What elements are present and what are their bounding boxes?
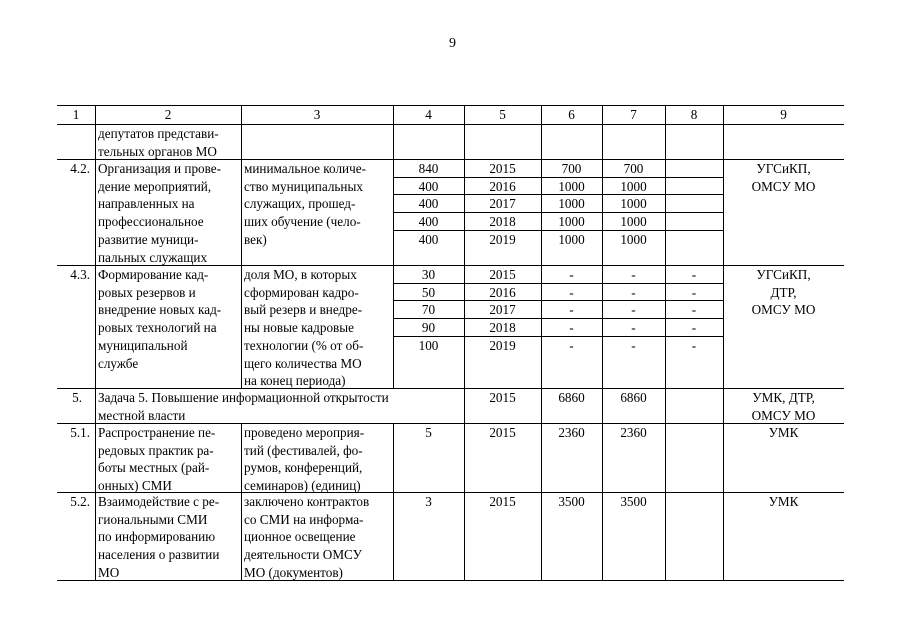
row-event-text: по информированию	[98, 529, 216, 545]
row-indicator-text: румов, конференций,	[244, 460, 363, 476]
row-cell-value: 6860	[558, 390, 585, 405]
row-event-text: редовых практик ра-	[98, 442, 214, 458]
column-header-9: 9	[780, 107, 787, 122]
row-event-text: пальных служащих	[98, 249, 208, 265]
column-header-2: 2	[164, 107, 172, 122]
row-cell-value: 2015	[489, 425, 516, 440]
column-border	[241, 423, 242, 580]
row-executors: УГСиКП,	[756, 161, 811, 176]
column-border	[665, 423, 666, 580]
row-cell-value: -	[691, 284, 697, 300]
row-indicator-text: век)	[244, 231, 267, 247]
row-indicator-text: проведено мероприя-	[244, 425, 365, 440]
row-cell-value: 2015	[489, 390, 516, 405]
row-cell-value: 90	[421, 320, 436, 336]
row-indicator-text: ционное освещение	[244, 529, 356, 545]
row-indicator-text: щего количества МО	[244, 355, 362, 371]
row-cell-value: 6860	[620, 390, 647, 405]
page-number: 9	[449, 36, 456, 51]
row-number: 5.1.	[70, 425, 90, 440]
row-cell-value: -	[631, 267, 636, 282]
row-cell-value: -	[631, 302, 636, 318]
row-indicator-text: ство муниципальных	[244, 178, 363, 194]
row-cell-value: -	[569, 320, 574, 336]
column-border	[241, 124, 242, 388]
row-event-text: Формирование кад-	[98, 267, 209, 282]
column-header-7: 7	[630, 107, 637, 122]
row-cell-value: 1000	[558, 231, 585, 247]
row-executors: ОМСУ МО	[751, 302, 816, 318]
row-indicator-text: заключено контрактов	[244, 494, 370, 509]
row-cell-value: -	[691, 267, 697, 282]
row-indicator-text: со СМИ на информа-	[244, 511, 364, 527]
row-event-text: населения о развитии	[98, 547, 220, 563]
row-cell-value: 700	[623, 161, 644, 176]
row-cell-value: 2017	[489, 302, 516, 318]
row-cell-value: 2016	[489, 284, 516, 300]
row-cell-value: 70	[421, 302, 436, 318]
row-cell-value: -	[691, 320, 697, 336]
row-event-text: службе	[98, 355, 139, 371]
column-header-3: 3	[313, 107, 321, 122]
row-event-text: профессиональное	[98, 214, 204, 230]
row-cell-value: -	[569, 267, 574, 282]
row-cell-value: 1000	[620, 196, 647, 212]
row-continuation-text: депутатов представи-	[98, 126, 219, 141]
row-indicator-text: ны новые кадровые	[244, 320, 355, 336]
task-text: местной власти	[98, 407, 186, 423]
row-cell-value: 840	[418, 161, 439, 176]
row-cell-value: 1000	[620, 214, 647, 230]
column-border	[95, 388, 96, 423]
row-event-text: муниципальной	[98, 337, 188, 353]
row-cell-value: 2018	[489, 320, 516, 336]
plan-table	[57, 105, 844, 580]
row-event-text: Взаимодействие с ре-	[98, 494, 220, 509]
row-cell-value: 30	[421, 267, 436, 282]
row-cell-value: 700	[561, 161, 582, 176]
row-cell-value: 2015	[489, 494, 516, 509]
row-cell-value: 400	[418, 196, 439, 212]
row-cell-value: 2015	[489, 267, 516, 282]
row-cell-value: 400	[418, 214, 439, 230]
row-event-text: развитие муници-	[98, 231, 199, 247]
row-cell-value: 1000	[620, 231, 647, 247]
row-number: 4.3.	[70, 267, 90, 282]
row-executors: УМК, ДТР,	[752, 390, 815, 405]
row-cell-value: 3500	[558, 494, 585, 509]
column-header-5: 5	[499, 107, 506, 122]
row-indicator-text: доля МО, в которых	[244, 267, 357, 282]
column-header-4: 4	[425, 107, 432, 122]
row-executors: УМК	[768, 425, 799, 440]
row-cell-value: -	[691, 337, 697, 353]
row-event-text: Распространение пе-	[98, 425, 216, 440]
row-indicator-text: МО (документов)	[244, 564, 343, 580]
row-event-text: ровых технологий на	[98, 320, 217, 336]
row-indicator-text: служащих, прошед-	[244, 196, 356, 212]
row-cell-value: 1000	[558, 214, 585, 230]
row-executors: ОМСУ МО	[751, 407, 816, 423]
row-cell-value: 50	[421, 284, 436, 300]
row-cell-value: 3	[425, 494, 432, 509]
row-cell-value: 400	[418, 178, 439, 194]
row-indicator-text: сформирован кадро-	[244, 284, 359, 300]
row-cell-value: 5	[425, 425, 432, 440]
row-executors: ДТР,	[770, 284, 797, 300]
row-cell-value: -	[691, 302, 697, 318]
task-text: Задача 5. Повышение информационной открытости	[98, 390, 389, 405]
row-cell-value: 3500	[620, 494, 647, 509]
row-number: 5.	[72, 390, 82, 405]
row-indicator-text: семинаров) (единиц)	[244, 478, 361, 494]
row-cell-value: 2019	[489, 337, 516, 353]
row-event-text: боты местных (рай-	[98, 460, 210, 476]
row-cell-value: -	[569, 337, 574, 353]
row-event-text: дение мероприятий,	[98, 178, 212, 194]
row-event-text: гиональными СМИ	[98, 511, 208, 527]
row-event-text: Организация и прове-	[98, 161, 222, 176]
column-border	[665, 388, 666, 423]
row-event-text: направленных на	[98, 196, 195, 212]
row-number: 5.2.	[70, 494, 90, 509]
column-border	[95, 423, 96, 580]
row-indicator-text: минимальное количе-	[244, 161, 366, 176]
row-cell-value: 1000	[558, 196, 585, 212]
row-event-text: МО	[98, 564, 120, 580]
row-cell-value: -	[631, 337, 636, 353]
row-event-text: онных) СМИ	[98, 478, 172, 494]
row-cell-value: 2019	[489, 231, 516, 247]
row-number: 4.2.	[70, 161, 90, 176]
row-cell-value: -	[569, 302, 574, 318]
row-cell-value: -	[569, 284, 574, 300]
row-cell-value: 2360	[558, 425, 585, 440]
row-executors: ОМСУ МО	[751, 178, 816, 194]
row-event-text: внедрение новых кад-	[98, 302, 222, 318]
row-cell-value: 2015	[489, 161, 516, 176]
row-cell-value: -	[631, 320, 636, 336]
row-cell-value: 400	[418, 231, 439, 247]
row-indicator-text: на конец периода)	[244, 373, 346, 389]
column-header-8: 8	[690, 107, 698, 122]
row-indicator-text: тий (фестивалей, фо-	[244, 442, 363, 458]
column-header-1: 1	[72, 107, 80, 122]
row-cell-value: 2017	[489, 196, 516, 212]
row-cell-value: -	[631, 284, 636, 300]
row-event-text: ровых резервов и	[98, 284, 196, 300]
row-indicator-text: деятельности ОМСУ	[244, 547, 362, 563]
row-executors: УМК	[768, 494, 799, 509]
table-bottom-border	[57, 580, 844, 581]
row-cell-value: 2016	[489, 178, 516, 194]
column-header-6: 6	[568, 107, 575, 122]
row-executors: УГСиКП,	[756, 267, 811, 282]
column-border	[95, 124, 96, 388]
row-indicator-text: ших обучение (чело-	[244, 214, 361, 230]
row-cell-value: 100	[418, 337, 439, 353]
row-cell-value: 2018	[489, 214, 516, 230]
row-cell-value: 1000	[558, 178, 585, 194]
row-indicator-text: вый резерв и внедре-	[244, 302, 363, 318]
row-indicator-text: технологии (% от об-	[244, 337, 364, 353]
row-cell-value: 1000	[620, 178, 647, 194]
row-cell-value: 2360	[620, 425, 647, 440]
row-continuation-text: тельных органов МО	[98, 143, 217, 159]
